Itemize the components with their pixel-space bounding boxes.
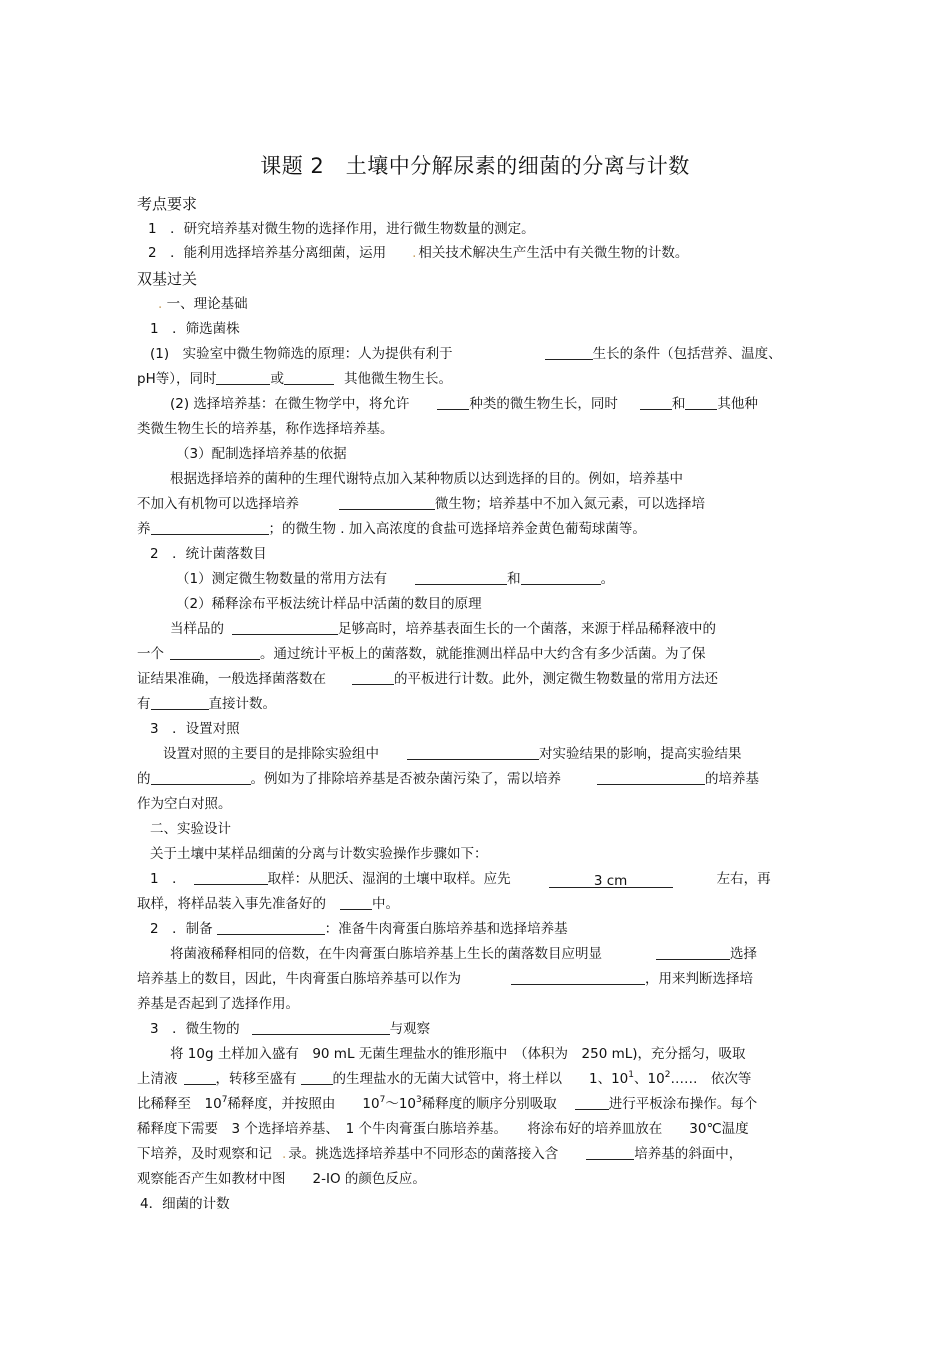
text: 左右，再 <box>716 871 771 887</box>
exponent: 3 <box>416 1095 422 1105</box>
q3-line-1 <box>170 620 716 638</box>
text: 的平板进行计数。此外，测定微生物数量的常用方法还 <box>394 671 718 687</box>
r-line-3: 作为空白对照。 <box>137 796 232 812</box>
requirement-2-part-b: 相关技术解决生产生活中有关微生物的计数。 <box>418 245 689 261</box>
blank-field[interactable] <box>640 395 672 410</box>
requirement-1: 1 ．研究培养基对微生物的选择作用，进行微生物数量的测定。 <box>148 221 535 237</box>
blank-field[interactable] <box>521 570 601 585</box>
requirement-2-part-a: 2 ．能利用选择培养基分离细菌，运用 <box>148 245 387 261</box>
exponent: 7 <box>379 1095 386 1105</box>
requirement-2: 2 ．能利用选择培养基分离细菌，运用 . 相关技术解决生产生活中有关微生物的计数。 <box>148 245 689 261</box>
text: 进行平板涂布操作。每个 <box>608 1096 758 1112</box>
item-3-heading: 3 ．设置对照 <box>150 721 240 737</box>
blank-field[interactable] <box>170 645 260 660</box>
s-intro: 关于土壤中某样品细菌的分离与计数实验操作步骤如下： <box>150 846 488 862</box>
text: 取样：从肥沃、湿润的土壤中取样。应先 <box>267 871 511 887</box>
s1-line-1 <box>150 870 771 888</box>
text: (1) 实验室中微生物筛选的原理：人为提供有利于 <box>150 346 453 362</box>
s3-line-5: 稀释度下需要 3 个选择培养基、 1 个牛肉膏蛋白胨培养基。 将涂布好的培养皿放在 30℃温度 <box>137 1121 749 1137</box>
text: 和 <box>507 571 521 587</box>
text: 证结果准确，一般选择菌落数在 <box>137 671 326 687</box>
text: 下培养，及时观察和记 <box>137 1146 272 1162</box>
r-line-2 <box>137 770 759 788</box>
text: 录。挑选选择培养基中不同形态的菌落接入含 <box>288 1146 559 1162</box>
text: 种类的微生物生长，同时 <box>469 396 618 412</box>
blank-field[interactable] <box>685 395 717 410</box>
text: ，用来判断选择培 <box>645 971 753 987</box>
text: 足够高时，培养基表面生长的一个菌落，来源于样品稀释液中的 <box>338 621 716 637</box>
text: 稀释度，并按照由 10 <box>227 1096 380 1112</box>
text: 培养基上的数目，因此，牛肉膏蛋白胨培养基可以作为 <box>137 971 461 987</box>
text: 取样，将样品装入事先准备好的 <box>137 896 326 912</box>
paragraph-1-line-2 <box>137 370 452 388</box>
text: 中。 <box>372 896 399 912</box>
s3-line-4 <box>137 1095 757 1113</box>
part-1-label: 一、理论基础 <box>166 296 248 312</box>
exponent: 2 <box>664 1070 671 1080</box>
s1-line-2 <box>137 895 399 913</box>
paragraph-2-line-1 <box>170 395 758 413</box>
s2-line-2 <box>170 945 757 963</box>
s3-line-2: 将 10g 土样加入盛有 90 mL 无菌生理盐水的锥形瓶中 （体积为 250 mL)，充分摇匀，吸取 <box>170 1046 746 1062</box>
text: 其他种 <box>717 396 758 412</box>
paragraph-1-line-1 <box>150 345 782 363</box>
heading-exam-requirements: 考点要求 <box>137 195 198 213</box>
part-1-heading: . 一、理论基础 <box>158 296 248 312</box>
text: 、10 <box>634 1071 665 1087</box>
exponent: 1 <box>628 1070 635 1080</box>
blank-field[interactable] <box>194 870 268 885</box>
text: 。通过统计平板上的菌落数，就能推测出样品中大约含有多少活菌。为了保 <box>260 646 706 662</box>
blank-field[interactable] <box>656 945 730 960</box>
text: 一个 <box>137 646 164 662</box>
text: 稀释度的顺序分别吸取 <box>421 1096 557 1112</box>
text: 。例如为了排除培养基是否被杂菌污染了，需以培养 <box>250 771 561 787</box>
text: 设置对照的主要目的是排除实验组中 <box>163 746 379 762</box>
item-4-heading: 4．细菌的计数 <box>140 1196 230 1212</box>
blank-field[interactable] <box>575 1095 609 1110</box>
text: pH等），同时 <box>137 371 217 387</box>
text: 。 <box>600 571 615 587</box>
blank-field[interactable] <box>407 745 539 760</box>
s2-line-4: 养基是否起到了选择作用。 <box>137 996 299 1012</box>
text: 当样品的 <box>170 621 224 637</box>
item-1-heading: 1 ．筛选菌株 <box>150 321 240 337</box>
blank-field[interactable] <box>216 370 270 385</box>
text: 和 <box>671 396 686 412</box>
text: 的 <box>137 771 151 787</box>
text: 的培养基 <box>705 771 759 787</box>
text: 的生理盐水的无菌大试管中，将土样以 1、10 <box>332 1071 629 1087</box>
text: 养 <box>137 521 151 537</box>
blank-field[interactable] <box>232 620 338 635</box>
text: 微生物；培养基中不加入氮元素，可以选择培 <box>435 496 705 512</box>
text: ，转移至盛有 <box>215 1071 297 1087</box>
exponent: 7 <box>221 1095 228 1105</box>
text: 比稀释至 10 <box>137 1096 222 1112</box>
part-2-heading: 二、实验设计 <box>150 821 231 837</box>
text: 选择 <box>730 946 757 962</box>
blank-field[interactable] <box>284 370 334 385</box>
text: 2 ．制备 <box>150 921 213 937</box>
q1-line <box>176 570 614 588</box>
paragraph-2-line-2: 类微生物生长的培养基，称作选择培养基。 <box>137 421 394 437</box>
blank-field[interactable] <box>340 895 372 910</box>
text: 上清液 <box>137 1071 178 1087</box>
blank-field[interactable] <box>151 770 251 785</box>
text: 对实验结果的影响，提高实验结果 <box>539 746 742 762</box>
blank-field[interactable] <box>151 695 209 710</box>
text: 生长的条件（包括营养、温度、 <box>592 346 782 362</box>
text: 培养基的斜面中， <box>634 1146 743 1162</box>
paragraph-4-line-3 <box>137 520 646 538</box>
blank-field[interactable] <box>415 570 507 585</box>
s3-line-1 <box>150 1020 430 1038</box>
s2-line-1 <box>150 920 568 938</box>
text: ：准备牛肉膏蛋白胨培养基和选择培养基 <box>324 921 568 937</box>
blank-field[interactable] <box>339 495 435 510</box>
blank-field[interactable] <box>151 520 269 535</box>
s3-line-3 <box>137 1070 751 1088</box>
text: 有 <box>137 696 151 712</box>
heading-basic-review: 双基过关 <box>137 270 198 288</box>
text: 1 ． <box>150 871 186 887</box>
s3-line-6: 下培养，及时观察和记 . 录。挑选选择培养基中不同形态的菌落接入含 培养基的斜面中， <box>137 1146 743 1162</box>
blank-field[interactable] <box>586 1145 634 1160</box>
text: 将菌液稀释相同的倍数，在牛肉膏蛋白胨培养基上生长的菌落数目应明显 <box>170 946 602 962</box>
text: 其他微生物生长。 <box>343 371 452 387</box>
text: （1）测定微生物数量的常用方法有 <box>176 571 388 587</box>
text: 或 <box>270 371 284 387</box>
text: (2) 选择培养基：在微生物学中，将允许 <box>170 396 410 412</box>
item-2-heading: 2 ．统计菌落数目 <box>150 546 267 562</box>
text: 不加入有机物可以选择培养 <box>137 496 299 512</box>
text: 直接计数。 <box>208 696 276 712</box>
r-line-1 <box>163 745 742 763</box>
q3-line-4 <box>137 695 276 713</box>
blank-field[interactable] <box>437 395 469 410</box>
text: 与观察 <box>389 1021 431 1037</box>
blank-field[interactable] <box>511 970 645 985</box>
blank-field[interactable] <box>597 770 705 785</box>
blank-field[interactable] <box>352 670 394 685</box>
text: ；的微生物 . 加入高浓度的食盐可选择培养金黄色葡萄球菌等。 <box>268 521 646 537</box>
blank-field[interactable] <box>184 1070 216 1085</box>
q3-line-2 <box>137 645 706 663</box>
q2-line: （2）稀释涂布平板法统计样品中活菌的数目的原理 <box>176 596 482 612</box>
blank-field[interactable] <box>217 920 325 935</box>
paragraph-3: （3）配制选择培养基的依据 <box>176 446 347 462</box>
text: 3 ．微生物的 <box>150 1021 240 1037</box>
text: …… 依次等 <box>670 1071 752 1087</box>
s3-line-7: 观察能否产生如教材中图 2-IO 的颜色反应。 <box>137 1171 426 1187</box>
blank-field[interactable] <box>301 1070 333 1085</box>
q3-line-3 <box>137 670 718 688</box>
blank-field[interactable] <box>545 345 593 360</box>
s2-line-3 <box>137 970 753 988</box>
answer-field[interactable]: 3 cm <box>549 872 673 888</box>
paragraph-4-line-2 <box>137 495 705 513</box>
text: ～10 <box>385 1096 417 1112</box>
page-title: 课题 2 土壤中分解尿素的细菌的分离与计数 <box>260 154 690 178</box>
paragraph-4-line-1: 根据选择培养的菌种的生理代谢特点加入某种物质以达到选择的目的。例如，培养基中 <box>170 471 683 487</box>
blank-field[interactable] <box>252 1020 390 1035</box>
